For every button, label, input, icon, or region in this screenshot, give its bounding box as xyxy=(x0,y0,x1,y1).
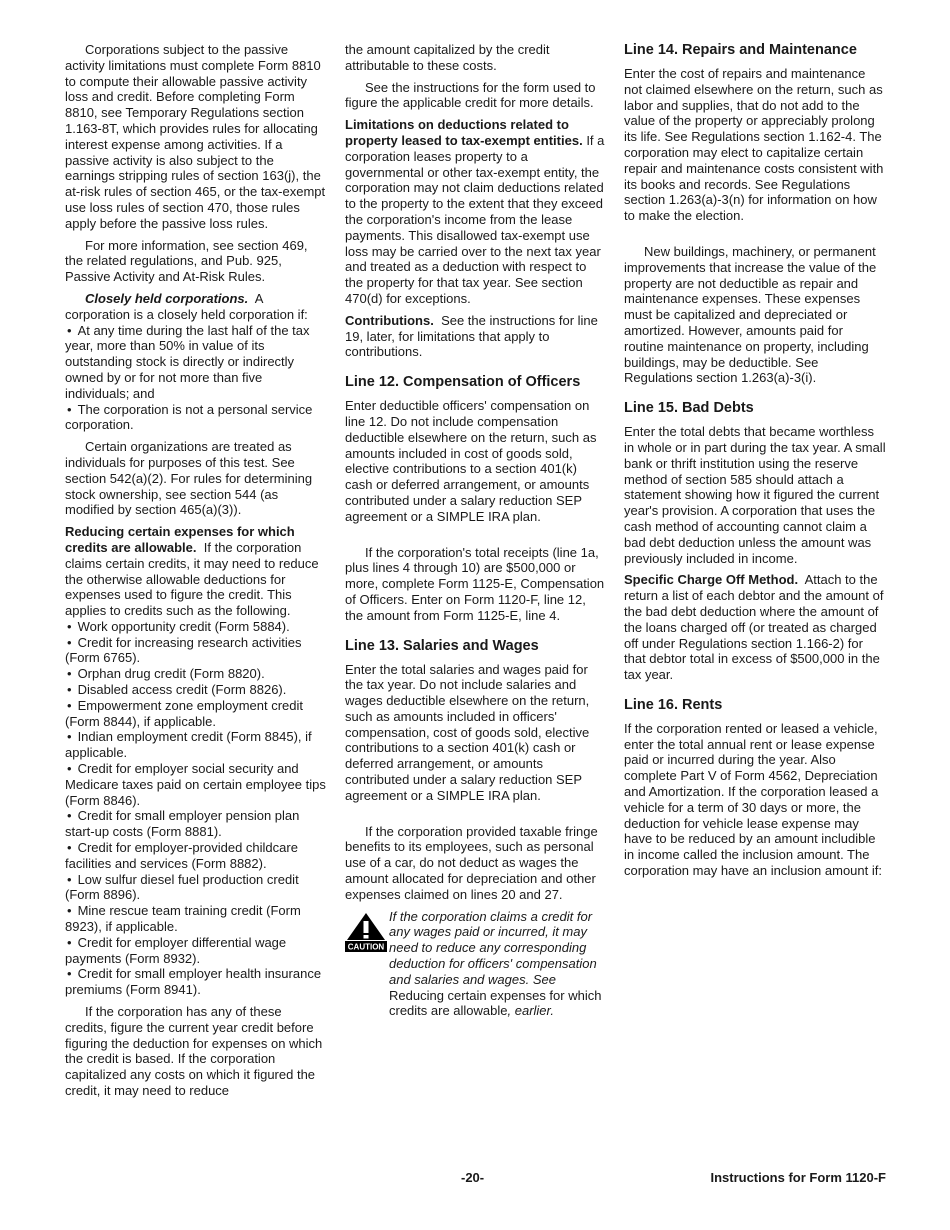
list-item: • Credit for employer social security and Medicare taxes paid on certain employee tips (Form 8846). xyxy=(65,761,327,808)
specific-charge-off-text: Attach to the return a list of each debtor and the amount of the bad debt deduction where the amount of the loans charged off (or treated as charged off under Regulations section 1.166-2) for that debtor total in excess of $500,000 in the tax year. xyxy=(624,572,884,683)
paragraph: Certain organizations are treated as individuals for purposes of this test. See section 542(a)(2). For rules for determining stock ownership, see section 544 (as modified by section 465(a)(3)). xyxy=(65,439,313,518)
list-item: • Credit for small employer pension plan start-up costs (Form 8881). xyxy=(65,808,327,840)
line-13-heading: Line 13. Salaries and Wages xyxy=(345,637,539,654)
list-item: • Credit for increasing research activities (Form 6765). xyxy=(65,635,327,667)
paragraph xyxy=(65,291,327,323)
list-item: • Mine rescue team training credit (Form 8923), if applicable. xyxy=(65,903,327,935)
reducing-text: If the corporation claims certain credits, it may need to reduce the otherwise allowable deductions for expenses used to figure the credit. This applies to credits such as the following. xyxy=(65,539,319,619)
paragraph: If the corporation's total receipts (line 1a, plus lines 4 through 10) are $500,000 or more, complete Form 1125-E, Compensation of Officers. Enter on Form 1120-F, line 12, the amount from Form 1125-E, line 4. xyxy=(345,544,605,623)
paragraph: If the corporation has any of these credits, figure the current year credit before figuring the deduction for expenses on which the credit is based. If the corporation capitalized any costs on which it figured the credit, it may need to reduce xyxy=(65,1004,323,1098)
line-12-heading: Line 12. Compensation of Officers xyxy=(345,374,581,391)
paragraph: Corporations subject to the passive activity limitations must complete Form 8810 to compute their allowable passive activity loss and credit. Before completing Form 8810, see Temporary Regulations section 1.163-8T, which provides rules for allocating interest expense among activities. If a passive activity is also subject to the earnings stripping rules of section 163(j), the at-risk rules of section 465, or the tax-exempt use loss rules of section 470, those rules apply before the passive loss rules. xyxy=(65,42,326,231)
list-item: • Credit for small employer health insurance premiums (Form 8941). xyxy=(65,966,327,998)
list-item: • Credit for employer differential wage payments (Form 8932). xyxy=(65,935,327,967)
line-16-heading: Line 16. Rents xyxy=(624,696,723,713)
caution-text-c: , earlier. xyxy=(507,1003,554,1019)
list-item: • At any time during the last half of the tax year, more than 50% in value of its outstanding stock is directly or indirectly owned by or for not more than five individuals; and xyxy=(65,323,327,402)
paragraph: See the instructions for the form used to figure the applicable credit for more details. xyxy=(345,79,596,111)
paragraph: the amount capitalized by the credit attributable to these costs. xyxy=(345,42,550,73)
caution-text-a: If the corporation claims a credit for any wages paid or incurred, it may need to reduce any corresponding deduction for officers' compensation and salaries and wages. See xyxy=(389,908,597,987)
list-item: • Indian employment credit (Form 8845), if applicable. xyxy=(65,729,327,761)
list-item: • Credit for employer-provided childcare facilities and services (Form 8882). xyxy=(65,840,327,872)
page-number: -20- xyxy=(461,1170,485,1185)
caution-label: CAUTION xyxy=(347,942,385,952)
paragraph: New buildings, machinery, or permanent improvements that increase the value of the property are not deductible as repair and maintenance expenses. These expenses must be capitalized and depreciated or amortized. However, amounts paid for routine maintenance on property, including buildings, may be deductible. See Regulations section 1.263(a)-3(i). xyxy=(624,243,877,386)
list-item: • The corporation is not a personal service corporation. xyxy=(65,402,327,434)
paragraph: For more information, see section 469, the related regulations, and Pub. 925, Passive Activity and At-Risk Rules. xyxy=(65,237,308,285)
paragraph: Enter the cost of repairs and maintenance not claimed elsewhere on the return, such as labor and supplies, that do not add to the value of the property or appreciably prolong its life. See Regulations section 1.162-4. The corporation may elect to capitalize certain repair and maintenance costs consistent with its books and records. See Regulations section 1.263(a)-3(n) for information on how to make the election. xyxy=(624,66,884,224)
caution-text xyxy=(389,909,607,1020)
closely-held-text: A corporation is a closely held corporation if: xyxy=(65,290,308,322)
paragraph xyxy=(65,524,327,619)
contributions-heading: Contributions. xyxy=(345,312,434,328)
paragraph: Enter deductible officers' compensation on line 12. Do not include compensation deductible elsewhere on the return, such as amounts included in cost of goods sold, elective contributions to a section 401(k) cash or deferred arrangement, or amounts contributed under a salary reduction SEP agreement or a SIMPLE IRA plan. xyxy=(345,398,597,524)
paragraph xyxy=(345,117,607,307)
paragraph xyxy=(345,313,607,360)
reducing-heading: Reducing certain expenses for which credits are allowable. xyxy=(65,524,295,555)
paragraph: Enter the total debts that became worthless in whole or in part during the tax year. A small bank or thrift institution using the reserve method of section 585 should attach a statement showing how it figured the current year's provision. A corporation that uses the cash method of accounting cannot claim a bad debt deduction unless the amount was previously included in income. xyxy=(624,424,886,566)
list-item: • Orphan drug credit (Form 8820). xyxy=(65,666,327,682)
caution-note xyxy=(345,909,607,1020)
paragraph: If the corporation rented or leased a vehicle, enter the total annual rent or lease expense paid or incurred during the year. Also complete Part V of Form 4562, Depreciation and Amortization. If the corporation leased a vehicle for a term of 30 days or more, the deduction for vehicle lease expense may have to be reduced by an amount includible in income called the inclusion amount. The corporation may have an inclusion amount if: xyxy=(624,720,882,879)
column-3 xyxy=(624,42,886,885)
column-2 xyxy=(345,42,607,1019)
list-item: • Disabled access credit (Form 8826). xyxy=(65,682,327,698)
caution-icon xyxy=(345,912,389,1020)
limitations-heading: Limitations on deductions related to property leased to tax-exempt entities. xyxy=(345,117,583,148)
specific-charge-off-heading: Specific Charge Off Method. xyxy=(624,572,799,588)
list-item: • Empowerment zone employment credit (Form 8844), if applicable. xyxy=(65,698,327,730)
column-1 xyxy=(65,42,327,1105)
limitations-text: If a corporation leases property to a governmental or other tax-exempt entity, the corporation may not claim deductions related to the property to the extent that they exceed the corporation's income from the lease payments. This disallowed tax-exempt use loss may be carried over to the next tax year and treated as a deduction with respect to the property for that tax year. See section 470(d) for exceptions. xyxy=(345,132,605,306)
paragraph xyxy=(624,572,886,683)
closely-held-heading: Closely held corporations. xyxy=(85,290,249,306)
line-15-heading: Line 15. Bad Debts xyxy=(624,400,754,417)
list-item: • Work opportunity credit (Form 5884). xyxy=(65,619,327,635)
contributions-text: See the instructions for line 19, later, for limitations that apply to contributions. xyxy=(345,312,598,360)
paragraph: Enter the total salaries and wages paid for the tax year. Do not include salaries and wages deductible elsewhere on the return, such as amounts included in officers' compensation, cost of goods sold, elective contributions to a section 401(k) cash or deferred arrangement, or amounts contributed under a salary reduction SEP agreement or a SIMPLE IRA plan. xyxy=(345,661,590,803)
caution-text-b: Reducing certain expenses for which credits are allowable xyxy=(389,987,602,1019)
list-item: • Low sulfur diesel fuel production credit (Form 8896). xyxy=(65,872,327,904)
footer-title: Instructions for Form 1120-F xyxy=(710,1170,886,1185)
line-14-heading: Line 14. Repairs and Maintenance xyxy=(624,42,857,58)
paragraph: If the corporation provided taxable fringe benefits to its employees, such as personal use of a car, do not deduct as wages the amount allocated for depreciation and other expenses claimed on lines 20 and 27. xyxy=(345,823,598,902)
